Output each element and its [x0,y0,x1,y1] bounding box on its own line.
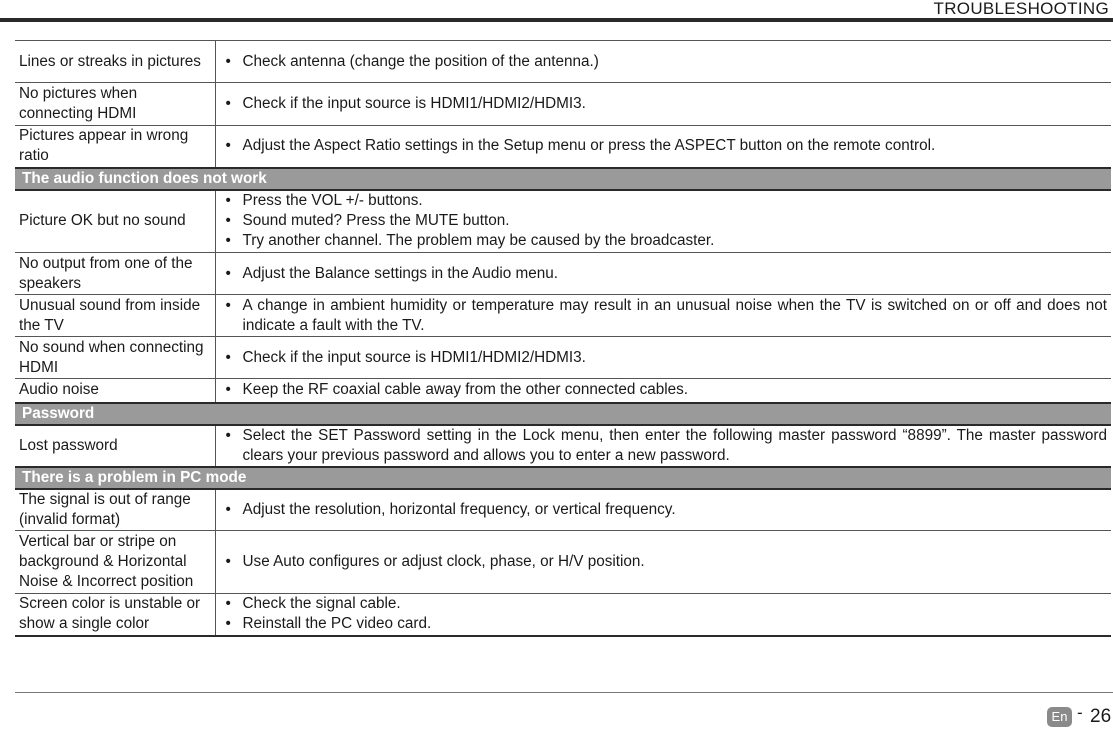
problem-cell: Audio noise [15,379,215,403]
solution-cell [215,126,1111,168]
solution-cell [215,425,1111,467]
problem-cell: No output from one of the speakers [15,253,215,295]
solution-cell [215,83,1111,126]
solution-item: • Reinstall the PC video card. [225,615,432,633]
solution-cell [215,253,1111,295]
page-title: TROUBLESHOOTING [933,0,1109,18]
solution-item: • Adjust the Balance settings in the Audio menu. [225,264,558,282]
language-badge: En [1047,707,1072,727]
table-row [15,337,1111,379]
problem-cell: Lost password [15,425,215,467]
table-row [15,41,1111,83]
solution-item: • Use Auto configures or adjust clock, phase, or H/V position. [225,553,645,570]
solution-item: • Adjust the resolution, horizontal frequency, or vertical frequency. [225,500,676,518]
table-row [15,594,1111,636]
section-header-pc [15,467,1111,489]
section-header-password [15,403,1111,425]
footer-rule [15,692,1113,693]
table-row [15,83,1111,126]
table-row [15,295,1111,337]
solution-item: • Check if the input source is HDMI1/HDMI2/HDMI3. [225,348,586,366]
solution-cell [215,41,1111,83]
section-title: Password [15,403,1111,425]
solution-item: • Check antenna (change the position of the antenna.) [225,52,599,70]
solution-cell [215,531,1111,594]
solution-item: • Try another channel. The problem may be caused by the broadcaster. [225,232,715,250]
table-row [15,489,1111,531]
table-row [15,425,1111,467]
problem-cell: Unusual sound from inside the TV [15,295,215,337]
solution-cell [215,594,1111,636]
problem-cell: No sound when connecting HDMI [15,337,215,379]
troubleshooting-table [15,40,1111,637]
solution-item: • Press the VOL +/- buttons. [225,192,423,210]
problem-cell: The signal is out of range (invalid format) [15,489,215,531]
solution-cell [215,190,1111,253]
problem-cell: Picture OK but no sound [15,190,215,253]
solution-item: • Sound muted? Press the MUTE button. [225,212,510,230]
section-title: There is a problem in PC mode [15,467,1111,489]
table-row [15,190,1111,253]
problem-cell: Pictures appear in wrong ratio [15,126,215,168]
solution-item: • Check the signal cable. [225,595,401,613]
page-number-separator: - [1077,703,1083,722]
table-row [15,126,1111,168]
solution-cell [215,337,1111,379]
problem-cell: Vertical bar or stripe on background & Horizontal Noise & Incorrect position [15,531,215,594]
header-rule [0,18,1113,22]
solution-cell [215,379,1111,403]
table-row [15,379,1111,403]
solution-item: • Check if the input source is HDMI1/HDMI2/HDMI3. [225,95,586,112]
section-title: The audio function does not work [15,168,1111,190]
solution-cell [215,295,1111,337]
table-row [15,253,1111,295]
solution-item: • Select the SET Password setting in the Lock menu, then enter the following master password “8899”. The master password clears your previous password and allows you to enter a new password. [225,426,1107,464]
page-number: 26 [1090,706,1112,727]
solution-item: • Keep the RF coaxial cable away from the other connected cables. [225,381,689,399]
solution-cell [215,489,1111,531]
table-row [15,531,1111,594]
problem-cell: Lines or streaks in pictures [15,41,215,83]
problem-cell: No pictures when connecting HDMI [15,83,215,126]
solution-item: • A change in ambient humidity or temperature may result in an unusual noise when the TV is switched on or off and does not indicate a fault with the TV. [225,296,1107,334]
solution-item: • Adjust the Aspect Ratio settings in the Setup menu or press the ASPECT button on the remote control. [225,137,936,155]
problem-cell: Screen color is unstable or show a single color [15,594,215,636]
section-header-audio [15,168,1111,190]
